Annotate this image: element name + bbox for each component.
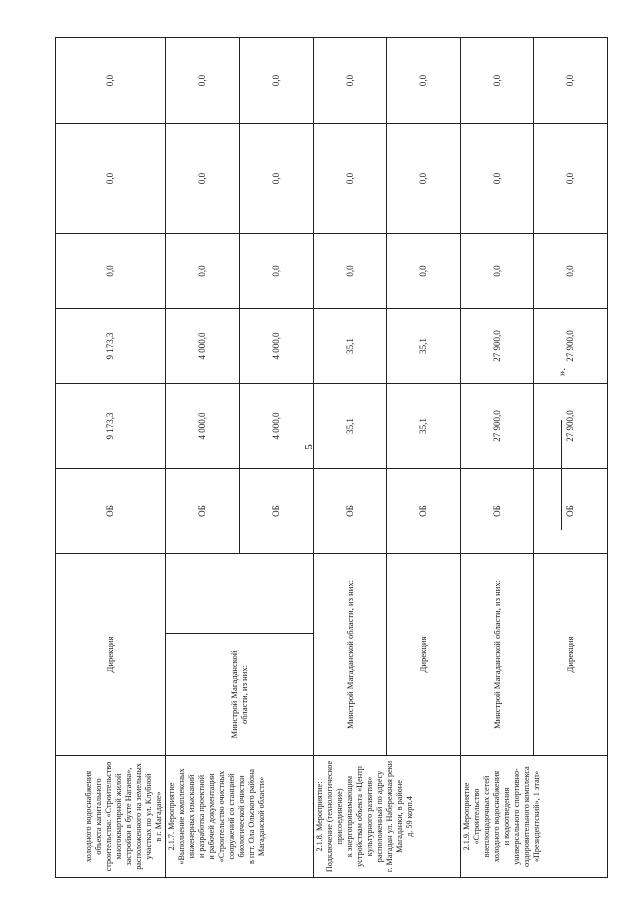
- year2-cell: 0,0: [387, 234, 461, 309]
- year4-cell: 0,0: [313, 38, 387, 124]
- executor-cell: Дирекция: [534, 554, 608, 756]
- closing-line: [561, 420, 562, 530]
- year2-cell: 0,0: [239, 234, 313, 309]
- year1-cell: 35,1: [313, 309, 387, 384]
- total-cell: 35,1: [387, 384, 461, 469]
- executor-cell: Минстрой Магаданской области, из них:: [460, 554, 534, 756]
- page-number: 5: [303, 444, 315, 450]
- year2-cell: 0,0: [460, 234, 534, 309]
- funding-source-cell: ОБ: [534, 469, 608, 554]
- year4-cell: 0,0: [460, 38, 534, 124]
- rotated-table-frame: [55, 38, 608, 878]
- closing-quote-mark: ».: [556, 367, 568, 377]
- table-row: [56, 38, 166, 878]
- year1-cell: 27 900,0: [460, 309, 534, 384]
- total-cell: 4 000,0: [239, 384, 313, 469]
- total-cell: 27 900,0: [460, 384, 534, 469]
- year1-cell: 35,1: [387, 309, 461, 384]
- year2-cell: 0,0: [166, 234, 240, 309]
- year2-cell: 0,0: [534, 234, 608, 309]
- year3-cell: 0,0: [387, 124, 461, 234]
- year4-cell: 0,0: [387, 38, 461, 124]
- total-cell: 4 000,0: [166, 384, 240, 469]
- executor-cell: Минстрой Магаданской области, из них:: [166, 634, 313, 756]
- total-cell: 27 900,0: [534, 384, 608, 469]
- total-cell: 35,1: [313, 384, 387, 469]
- table-row: [313, 38, 387, 878]
- year1-cell: 9 173,3: [56, 309, 166, 384]
- activity-name-cell: 2.1.8. Мероприятие: Подключение (технологическое присоединение) к энергопринимающим устройствам объекта «Центр культурного развития» расположенный по адресу г. Магадан ул. Набережная реки Магаданки, в районе д. 59 корп.4: [313, 756, 460, 878]
- executor-sub-cell: [166, 554, 313, 634]
- table-row: [166, 38, 240, 878]
- funding-source-cell: ОБ: [460, 469, 534, 554]
- year3-cell: 0,0: [313, 124, 387, 234]
- year3-cell: 0,0: [56, 124, 166, 234]
- year1-cell: 4 000,0: [166, 309, 240, 384]
- total-cell: 9 173,3: [56, 384, 166, 469]
- year3-cell: 0,0: [239, 124, 313, 234]
- program-activities-table: [55, 37, 608, 878]
- funding-source-cell: ОБ: [387, 469, 461, 554]
- year1-cell: 27 900,0: [534, 309, 608, 384]
- year3-cell: 0,0: [460, 124, 534, 234]
- table-row: [534, 38, 608, 878]
- year3-cell: 0,0: [534, 124, 608, 234]
- year2-cell: 0,0: [313, 234, 387, 309]
- executor-cell: Минстрой Магаданской области, из них:: [313, 554, 387, 756]
- table-row: [460, 38, 534, 878]
- year4-cell: 0,0: [56, 38, 166, 124]
- executor-cell: Дирекция: [387, 554, 461, 756]
- funding-source-cell: ОБ: [239, 469, 313, 554]
- year2-cell: 0,0: [56, 234, 166, 309]
- year4-cell: 0,0: [534, 38, 608, 124]
- funding-source-cell: ОБ: [56, 469, 166, 554]
- year1-cell: 4 000,0: [239, 309, 313, 384]
- funding-source-cell: ОБ: [313, 469, 387, 554]
- year4-cell: 0,0: [166, 38, 240, 124]
- table-rotation-wrapper: [55, 38, 608, 878]
- year4-cell: 0,0: [239, 38, 313, 124]
- table-row: [387, 38, 461, 878]
- activity-name-cell: 2.1.9. Мероприятие «Строительство внеплощадочных сетей холодного водоснабжения и водоотведения универсального спортивно- оздоровительного комплекса «Президентский», 1 этап»: [460, 756, 607, 878]
- activity-name-cell: холодного водоснабжения объекта капитального строительства: «Строительство многоквартирной жилой застройки в бухте Нагаева», расположенного на земельных участках по ул. Клубной в г. Магадане»: [56, 756, 166, 878]
- activity-name-cell: 2.1.7. Мероприятие «Выполнение комплексных инженерных изысканий и разработка проектной и рабочей документации «Строительство очистных сооружений со станцией биологической очистки в пгт. Ола Ольского района Магаданской области»: [166, 756, 313, 878]
- executor-cell: Дирекция: [56, 554, 166, 756]
- year3-cell: 0,0: [166, 124, 240, 234]
- funding-source-cell: ОБ: [166, 469, 240, 554]
